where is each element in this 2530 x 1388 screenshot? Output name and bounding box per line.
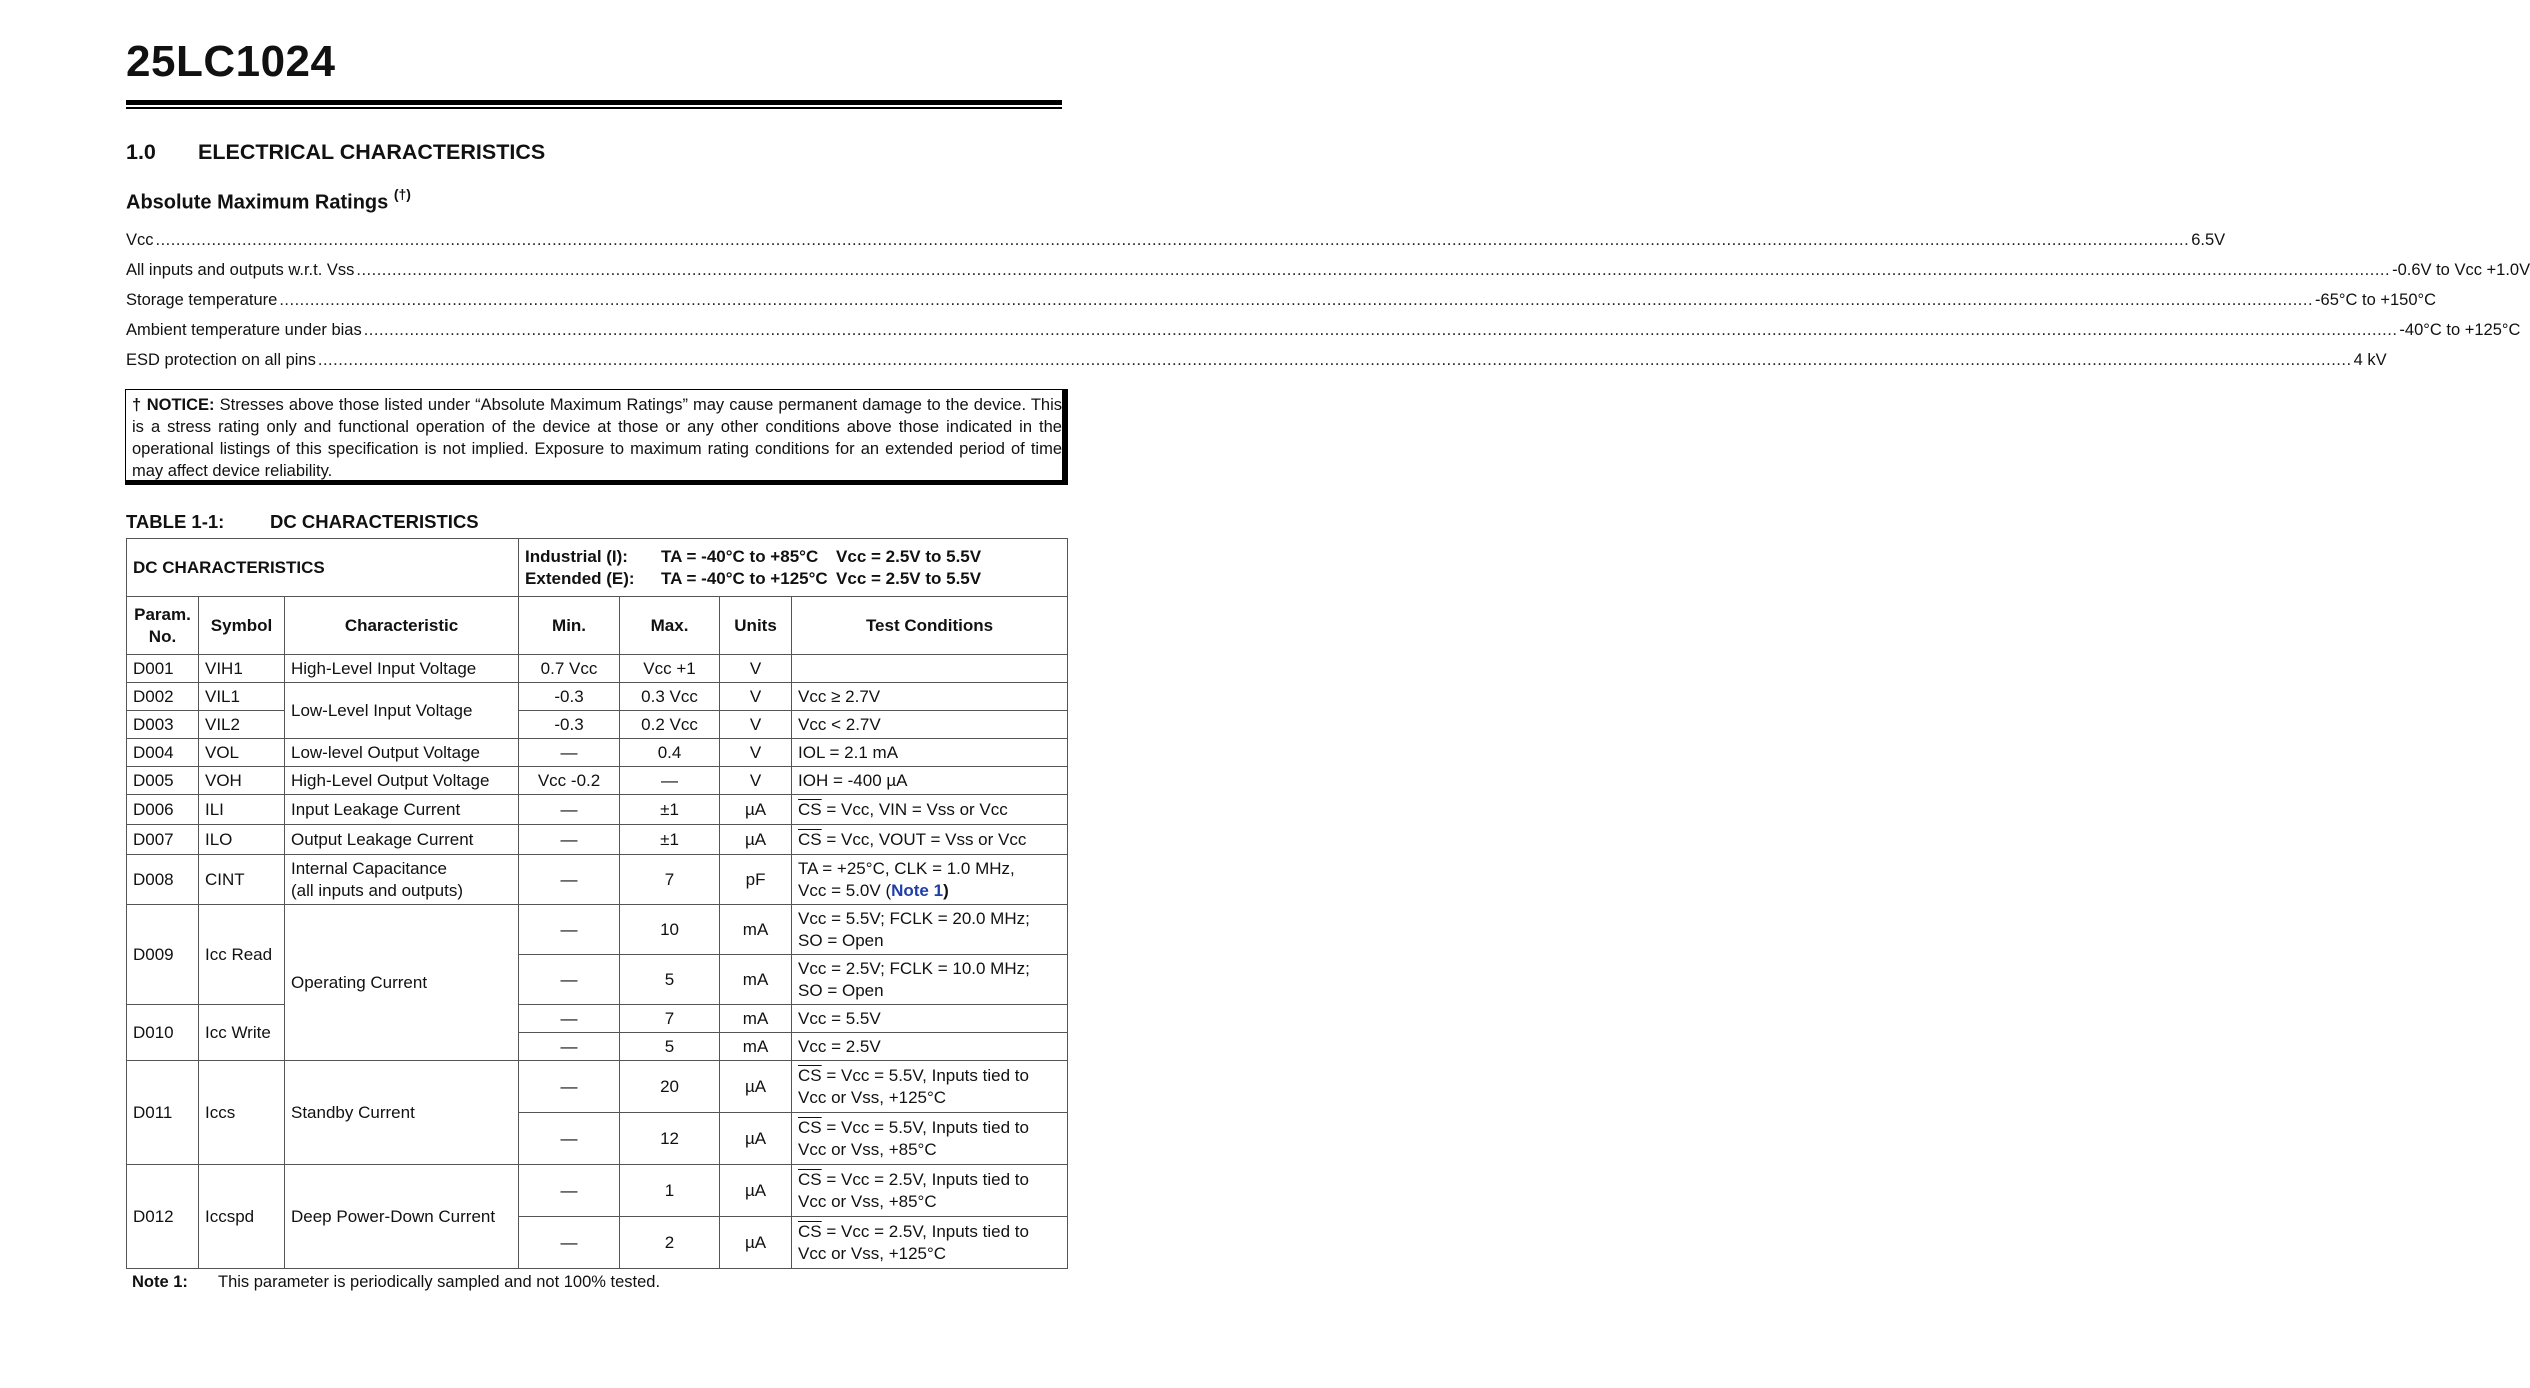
min-cell: — [519, 1005, 620, 1033]
rating-value: -40°C to +125°C [2399, 321, 2521, 339]
notice-box [125, 389, 1068, 485]
symbol-cell: VIH1 [199, 655, 285, 683]
param-cell: D003 [127, 711, 199, 739]
max-cell: 5 [620, 1033, 720, 1061]
min-cell: Vcc -0.2 [519, 767, 620, 795]
col-characteristic: Characteristic [285, 597, 519, 655]
param-cell: D001 [127, 655, 199, 683]
symbol-cell: VIL1 [199, 683, 285, 711]
param-cell: D005 [127, 767, 199, 795]
min-cell: — [519, 825, 620, 855]
min-cell: 0.7 Vcc [519, 655, 620, 683]
cond-cell [792, 1061, 1068, 1113]
header-rule-thin [126, 107, 1062, 109]
max-cell: 2 [620, 1217, 720, 1269]
table-row [127, 825, 1068, 855]
col-symbol: Symbol [199, 597, 285, 655]
units-cell: µA [720, 1165, 792, 1217]
units-cell: V [720, 655, 792, 683]
min-cell: — [519, 1165, 620, 1217]
table-row [127, 1005, 1068, 1033]
rating-label: Ambient temperature under bias [126, 321, 362, 339]
cond-line: SO = Open [798, 980, 884, 1000]
cond-cell [792, 1217, 1068, 1269]
cond-cell: Vcc = 5.5V [792, 1005, 1068, 1033]
units-cell: mA [720, 1033, 792, 1061]
min-cell: -0.3 [519, 683, 620, 711]
units-cell: µA [720, 1061, 792, 1113]
units-cell: V [720, 767, 792, 795]
cond-line: Vcc = 5.0V ( [798, 880, 892, 900]
char-cell: Input Leakage Current [285, 795, 519, 825]
table-row [127, 655, 1068, 683]
cs-overbar: $\overline{CS}$ [798, 1169, 822, 1189]
units-cell: V [720, 711, 792, 739]
param-cell: D007 [127, 825, 199, 855]
units-cell: V [720, 739, 792, 767]
header-rule [126, 100, 1062, 105]
param-cell: D006 [127, 795, 199, 825]
min-cell: -0.3 [519, 711, 620, 739]
table-top-header [127, 539, 1068, 597]
symbol-cell: VIL2 [199, 711, 285, 739]
cs-overbar: $\overline{CS}$ [798, 829, 822, 849]
section-number: 1.0 [126, 140, 156, 164]
max-cell: — [620, 767, 720, 795]
cond-cell [792, 955, 1068, 1005]
param-cell: D010 [127, 1005, 199, 1061]
table-row [127, 683, 1068, 711]
cs-overbar: $\overline{CS}$ [798, 799, 822, 819]
min-cell: — [519, 795, 620, 825]
char-cell: Low-level Output Voltage [285, 739, 519, 767]
cond-line: = Vcc = 5.5V, Inputs tied to [821, 1065, 1029, 1085]
table-title: DC CHARACTERISTICS [270, 511, 479, 532]
rating-row [126, 289, 2437, 319]
symbol-cell: Iccspd [199, 1165, 285, 1269]
max-cell: 1 [620, 1165, 720, 1217]
char-cell: High-Level Output Voltage [285, 767, 519, 795]
units-cell: mA [720, 955, 792, 1005]
table-number: TABLE 1-1: [126, 511, 225, 532]
extended-ta: TA = -40°C to +125°C [661, 568, 828, 588]
table-caption [126, 511, 479, 533]
document-title: 25LC1024 [126, 37, 336, 86]
char-cell: Standby Current [285, 1061, 519, 1165]
dc-characteristics-table [126, 538, 1068, 1269]
table-row [127, 795, 1068, 825]
cond-text: = Vcc, VIN = Vss or Vcc [821, 799, 1008, 819]
cond-close: ) [943, 880, 949, 900]
section-heading [126, 140, 545, 166]
cond-line: Vcc or Vss, +85°C [798, 1191, 937, 1211]
cond-cell [792, 655, 1068, 683]
dot-leader: ................................................................................................................................................................................................................................................................................................................................................................................................................ [356, 261, 2391, 279]
column-header-row [127, 597, 1068, 655]
rating-row [126, 259, 2530, 289]
symbol-cell: Iccs [199, 1061, 285, 1165]
table-row [127, 1061, 1068, 1113]
cs-overbar: $\overline{CS}$ [798, 1117, 822, 1137]
char-cell: Operating Current [285, 905, 519, 1061]
extended-vcc: Vcc = 2.5V to 5.5V [836, 568, 982, 588]
units-cell: mA [720, 905, 792, 955]
note-text: This parameter is periodically sampled and not 100% tested. [218, 1273, 661, 1291]
symbol-cell: Icc Write [199, 1005, 285, 1061]
min-cell: — [519, 1113, 620, 1165]
dot-leader: ................................................................................................................................................................................................................................................................................................................................................................................................................ [363, 321, 2398, 339]
cond-line: = Vcc = 2.5V, Inputs tied to [821, 1169, 1029, 1189]
param-cell: D009 [127, 905, 199, 1005]
cond-line: TA = +25°C, CLK = 1.0 MHz, [798, 858, 1015, 878]
cond-cell [792, 1165, 1068, 1217]
cs-overbar: $\overline{CS}$ [798, 1221, 822, 1241]
dagger-mark: (†) [393, 186, 411, 202]
cond-line: Vcc or Vss, +125°C [798, 1243, 947, 1263]
min-cell: — [519, 1061, 620, 1113]
cond-line: = Vcc = 5.5V, Inputs tied to [821, 1117, 1029, 1137]
industrial-ta: TA = -40°C to +85°C [661, 546, 819, 566]
cond-cell [792, 905, 1068, 955]
min-cell: — [519, 739, 620, 767]
cond-cell: IOH = -400 µA [792, 767, 1068, 795]
rating-label: Vcc [126, 231, 154, 249]
cs-overbar: $\overline{CS}$ [798, 1065, 822, 1085]
table-row [127, 711, 1068, 739]
max-cell: 20 [620, 1061, 720, 1113]
top-left-header: DC CHARACTERISTICS [127, 539, 519, 597]
units-cell: µA [720, 825, 792, 855]
cond-line: = Vcc = 2.5V, Inputs tied to [821, 1221, 1029, 1241]
cond-cell [792, 1113, 1068, 1165]
note-label: Note 1: [132, 1273, 188, 1291]
dot-leader: ................................................................................................................................................................................................................................................................................................................................................................................................................ [155, 231, 2190, 249]
cond-line: Vcc or Vss, +85°C [798, 1139, 937, 1159]
rating-label: All inputs and outputs w.r.t. Vss [126, 261, 355, 279]
symbol-cell: VOL [199, 739, 285, 767]
cond-cell [792, 795, 1068, 825]
char-cell: High-Level Input Voltage [285, 655, 519, 683]
notice-text: Stresses above those listed under “Absolute Maximum Ratings” may cause permanent damage to the device. This is a stress rating only and functional operation of the device at those or any other conditions above those indicated in the operational listings of this specification is not implied. Exposure to maximum rating conditions for an extended period of time may affect device reliability. [132, 396, 1062, 480]
char-cell: Low-Level Input Voltage [285, 683, 519, 739]
notice-lead: † NOTICE: [132, 396, 215, 414]
symbol-cell: ILI [199, 795, 285, 825]
param-cell: D002 [127, 683, 199, 711]
table-row [127, 855, 1068, 905]
dot-leader: ................................................................................................................................................................................................................................................................................................................................................................................................................ [317, 351, 2352, 369]
cond-line: Vcc or Vss, +125°C [798, 1087, 947, 1107]
rating-value: -65°C to +150°C [2315, 291, 2437, 309]
max-cell: ±1 [620, 795, 720, 825]
min-cell: — [519, 855, 620, 905]
table-row [127, 1165, 1068, 1217]
char-cell: Deep Power-Down Current [285, 1165, 519, 1269]
min-cell: — [519, 1217, 620, 1269]
cond-line: Vcc = 2.5V; FCLK = 10.0 MHz; [798, 958, 1030, 978]
char-cell [285, 855, 519, 905]
max-cell: 0.3 Vcc [620, 683, 720, 711]
cond-cell: Vcc = 2.5V [792, 1033, 1068, 1061]
max-cell: ±1 [620, 825, 720, 855]
ratings-heading-text: Absolute Maximum Ratings [126, 191, 389, 214]
min-cell: — [519, 955, 620, 1005]
units-cell: µA [720, 1113, 792, 1165]
col-units: Units [720, 597, 792, 655]
max-cell: 7 [620, 1005, 720, 1033]
rating-row [126, 349, 2387, 379]
rating-label: ESD protection on all pins [126, 351, 316, 369]
rating-row [126, 319, 2521, 349]
symbol-cell: ILO [199, 825, 285, 855]
rating-value: 6.5V [2191, 231, 2226, 249]
symbol-cell: VOH [199, 767, 285, 795]
dot-leader: ................................................................................................................................................................................................................................................................................................................................................................................................................ [279, 291, 2314, 309]
industrial-vcc: Vcc = 2.5V to 5.5V [836, 546, 982, 566]
max-cell: Vcc +1 [620, 655, 720, 683]
col-param: Param. No. [127, 597, 199, 655]
param-cell: D012 [127, 1165, 199, 1269]
cond-cell: IOL = 2.1 mA [792, 739, 1068, 767]
max-cell: 0.2 Vcc [620, 711, 720, 739]
char-line: (all inputs and outputs) [291, 880, 463, 900]
rating-value: 4 kV [2353, 351, 2387, 369]
ratings-list [126, 229, 2530, 379]
symbol-cell: CINT [199, 855, 285, 905]
char-cell: Output Leakage Current [285, 825, 519, 855]
symbol-cell: Icc Read [199, 905, 285, 1005]
rating-value: -0.6V to Vcc +1.0V [2392, 261, 2530, 279]
max-cell: 7 [620, 855, 720, 905]
param-cell: D008 [127, 855, 199, 905]
col-conditions: Test Conditions [792, 597, 1068, 655]
table-row [127, 767, 1068, 795]
industrial-label: Industrial (I): [525, 546, 628, 566]
cond-cell [792, 855, 1068, 905]
extended-label: Extended (E): [525, 568, 635, 588]
max-cell: 10 [620, 905, 720, 955]
conditions-header [519, 539, 1068, 597]
table-note [132, 1271, 660, 1293]
param-cell: D011 [127, 1061, 199, 1165]
ratings-heading [126, 188, 411, 215]
units-cell: µA [720, 795, 792, 825]
table-row [127, 905, 1068, 955]
note-1-link[interactable]: Note 1 [891, 880, 944, 900]
rating-row [126, 229, 2226, 259]
table-row [127, 739, 1068, 767]
min-cell: — [519, 1033, 620, 1061]
cond-cell [792, 825, 1068, 855]
cond-line: Vcc = 5.5V; FCLK = 20.0 MHz; [798, 908, 1030, 928]
units-cell: pF [720, 855, 792, 905]
rating-label: Storage temperature [126, 291, 278, 309]
max-cell: 5 [620, 955, 720, 1005]
param-cell: D004 [127, 739, 199, 767]
cond-text: = Vcc, VOUT = Vss or Vcc [821, 829, 1027, 849]
cond-cell: Vcc < 2.7V [792, 711, 1068, 739]
col-min: Min. [519, 597, 620, 655]
units-cell: V [720, 683, 792, 711]
min-cell: — [519, 905, 620, 955]
cond-cell: Vcc ≥ 2.7V [792, 683, 1068, 711]
col-max: Max. [620, 597, 720, 655]
max-cell: 0.4 [620, 739, 720, 767]
cond-line: SO = Open [798, 930, 884, 950]
char-line: Internal Capacitance [291, 858, 447, 878]
units-cell: mA [720, 1005, 792, 1033]
max-cell: 12 [620, 1113, 720, 1165]
section-title: ELECTRICAL CHARACTERISTICS [198, 140, 546, 164]
units-cell: µA [720, 1217, 792, 1269]
